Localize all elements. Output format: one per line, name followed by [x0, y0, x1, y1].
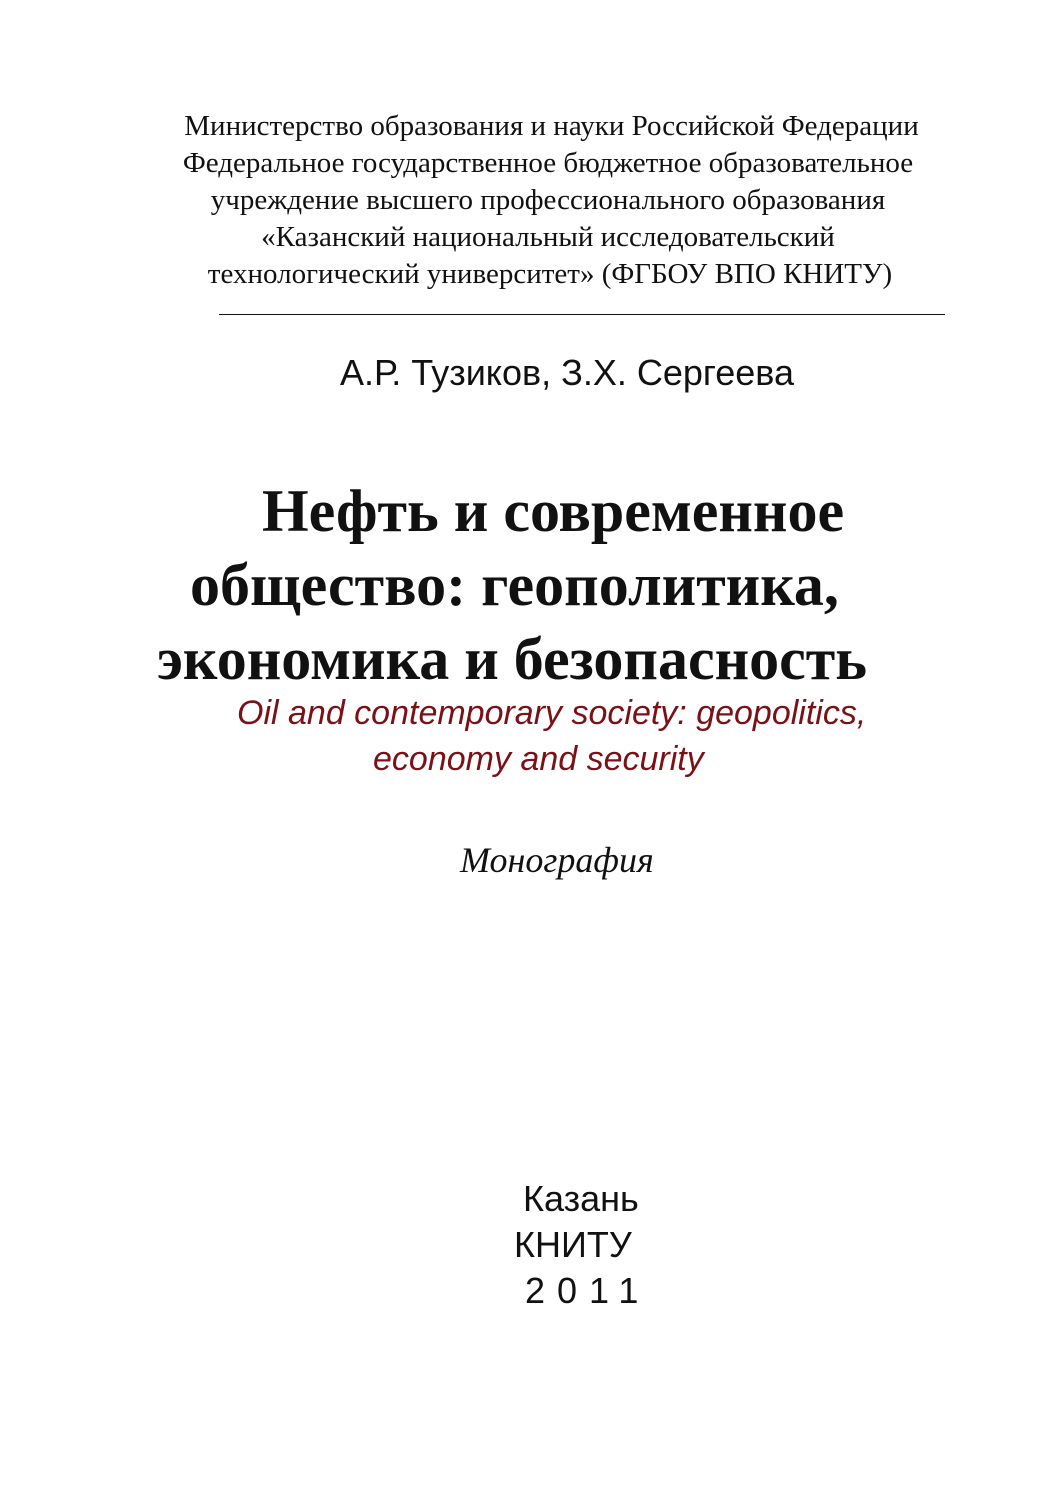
title-english: [0, 690, 1059, 782]
imprint-year: 2011: [525, 1270, 651, 1311]
title-russian: [0, 474, 1059, 696]
authors: А.Р. Тузиков, З.Х. Сергеева: [340, 352, 795, 393]
title-russian-line-3: экономика и безопасность: [157, 626, 868, 692]
title-english-line-1: Oil and contemporary society: geopolitics,: [237, 694, 867, 732]
organization-line-federal: Федеральное государственное бюджетное образовательное: [182, 147, 914, 179]
title-russian-line-1: Нефть и современное: [262, 478, 845, 544]
organization-line-institution: учреждение высшего профессионального образования: [210, 184, 886, 216]
title-english-line-2: economy and security: [373, 740, 704, 778]
imprint-city: Казань: [523, 1178, 639, 1219]
organization-line-university-name: «Казанский национальный исследовательский: [261, 221, 835, 253]
genre-label: Монография: [460, 840, 654, 880]
imprint-publisher: КНИТУ: [514, 1224, 632, 1265]
title-russian-line-2: общество: геополитика,: [190, 552, 839, 618]
organization-block: [0, 108, 1059, 293]
organization-line-ministry: Министерство образования и науки Российской Федерации: [184, 110, 919, 142]
separator-rule: [219, 314, 945, 315]
imprint-block: [0, 1176, 1059, 1314]
organization-line-university-abbr: технологический университет» (ФГБОУ ВПО КНИТУ): [207, 258, 893, 290]
